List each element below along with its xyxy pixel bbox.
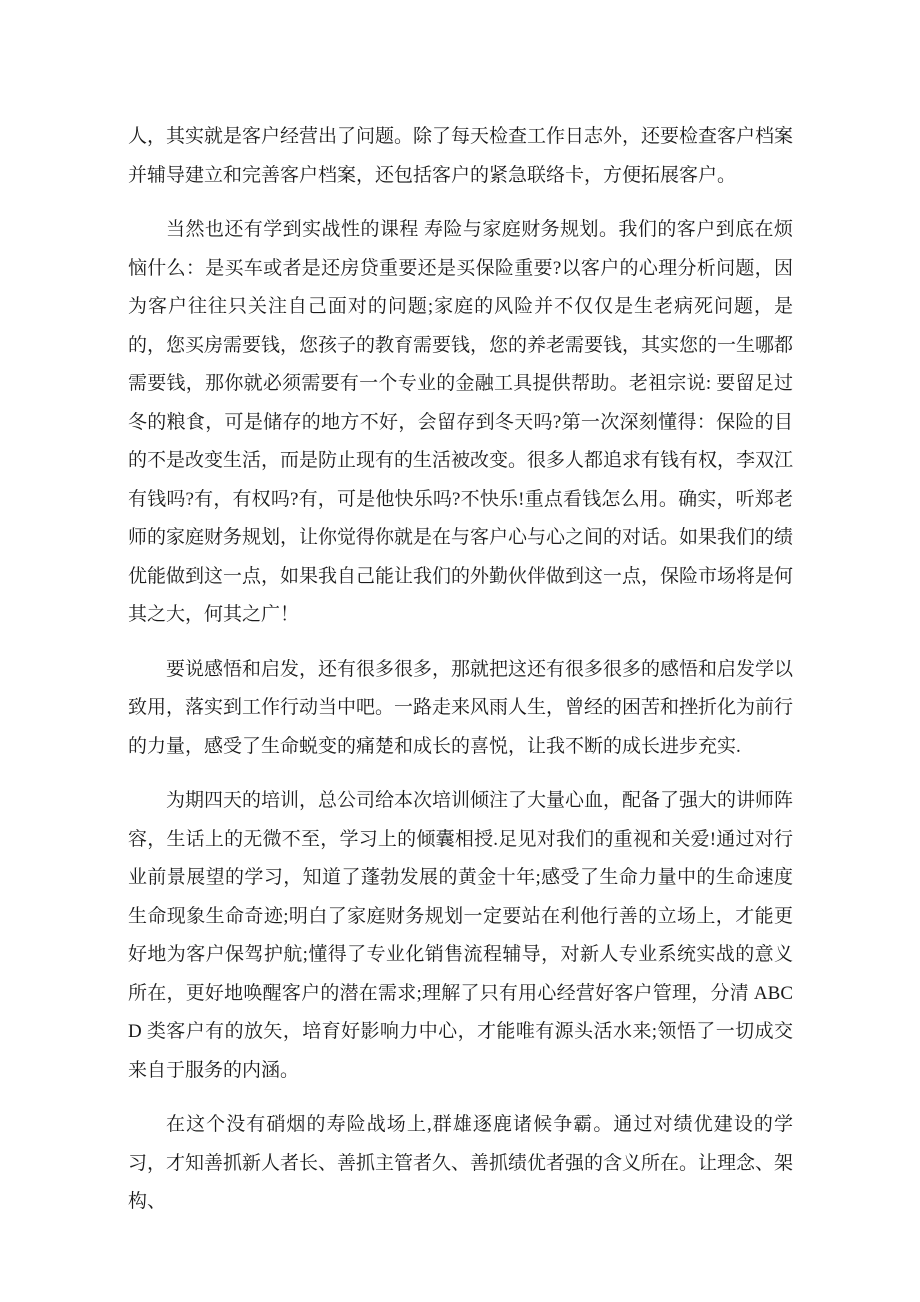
paragraph-5: 在这个没有硝烟的寿险战场上,群雄逐鹿诸候争霸。通过对绩优建设的学习，才知善抓新人者长、善抓主管者久、善抓绩优者强的含义所在。让理念、架构、 bbox=[128, 1114, 794, 1212]
paragraph-1: 人，其实就是客户经营出了问题。除了每天检查工作日志外，还要检查客户档案并辅导建立和完善客户档案，还包括客户的紧急联络卡，方便拓展客户。 bbox=[128, 126, 794, 186]
paragraph-2: 当然也还有学到实战性的课程 寿险与家庭财务规划。我们的客户到底在烦恼什么：是买车或者是还房贷重要还是买保险重要?以客户的心理分析问题，因为客户往往只关注自己面对的问题;家庭的风险并不仅仅是生老病死问题，是的，您买房需要钱，您孩子的教育需要钱，您的养老需要钱，其实您的一生哪都需要钱，那你就必须需要有一个专业的金融工具提供帮助。老祖宗说: 要留足过冬的粮食，可是储存的地方不好，会留存到冬天吗?第一次深刻懂得：保险的目的不是改变生活，而是防止现有的生活被改变。很多人都追求有钱有权，李双江有钱吗?有，有权吗?有，可是他快乐吗?不快乐!重点看钱怎么用。确实，听郑老师的家庭财务规划，让你觉得你就是在与客户心与心之间的对话。如果我们的绩优能做到这一点，如果我自己能让我们的外勤伙伴做到这一点，保险市场将是何其之大，何其之广！ bbox=[128, 219, 794, 625]
paragraph-3: 要说感悟和启发，还有很多很多，那就把这还有很多很多的感悟和启发学以致用，落实到工作行动当中吧。一路走来风雨人生，曾经的困苦和挫折化为前行的力量，感受了生命蜕变的痛楚和成长的喜悦，让我不断的成长进步充实. bbox=[128, 658, 794, 757]
paragraph-4: 为期四天的培训，总公司给本次培训倾注了大量心血，配备了强大的讲师阵容，生话上的无微不至，学习上的倾囊相授.足见对我们的重视和关爱!通过对行业前景展望的学习，知道了蓬勃发展的黄金十年;感受了生命力量中的生命速度生命现象生命奇迹;明白了家庭财务规划一定要站在利他行善的立场上，才能更好地为客户保驾护航;懂得了专业化销售流程辅导，对新人专业系统实战的意义所在，更好地唤醒客户的潜在需求;理解了只有用心经营好客户管理，分清 ABCD 类客户有的放矢，培育好影响力中心，才能唯有源头活水来;领悟了一切成交来自于服务的内涵。 bbox=[128, 790, 794, 1081]
